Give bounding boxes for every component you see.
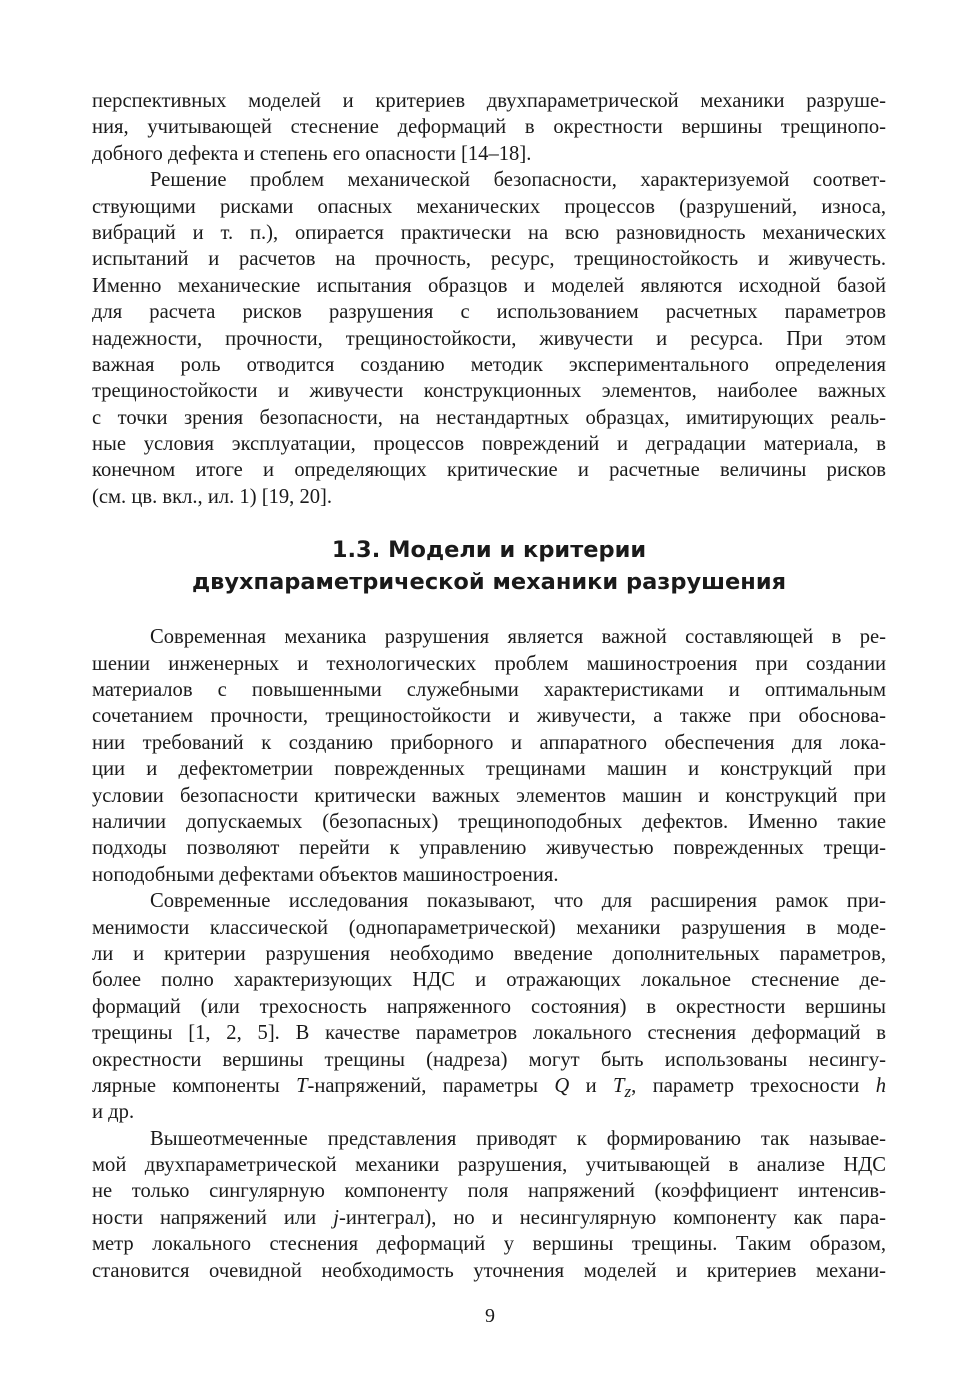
text-line: сочетанием прочности, трещиностойкости и живучести, а также при обоснова- [92, 705, 886, 728]
text-line: становится очевидной необходимость уточнения моделей и критериев механи- [92, 1259, 886, 1282]
text-line: ствующими рисками опасных механических процессов (разрушений, износа, [92, 195, 886, 218]
paragraph [92, 1126, 886, 1284]
text-line: условии безопасности критически важных элементов машин и конструкций при [92, 784, 886, 807]
text-line: окрестности вершины трещины (надреза) могут быть использованы несингу- [92, 1048, 886, 1071]
paragraph [92, 624, 886, 888]
math-subscript-letter: z [624, 1082, 632, 1101]
text-line: не только сингулярную компоненту поля напряжений (коэффициент интенсив- [92, 1180, 886, 1203]
text-line: добного дефекта и степень его опасности [14–18]. [92, 142, 532, 165]
text-line: материалов с повышенными служебными характеристиками и оптимальным [92, 679, 886, 702]
text-line: шении инженерных и технологических проблем машиностроения при создании [92, 652, 886, 675]
text-line: ли и критерии разрушения необходимо введение дополнительных параметров, [92, 942, 886, 965]
math-symbol-j: j [333, 1206, 339, 1229]
text-line: ноподобными дефектами объектов машиностроения. [92, 863, 559, 886]
text-line: наличии допускаемых (безопасных) трещиноподобных дефектов. Именно такие [92, 810, 886, 833]
text-line: мой двухпараметрической механики разрушения, учитывающей в анализе НДС [92, 1154, 886, 1177]
text-fragment: лярные компоненты [92, 1074, 297, 1097]
text-fragment: и [569, 1074, 614, 1097]
paragraph [92, 167, 886, 510]
paragraph [92, 88, 886, 167]
text-line: Решение проблем механической безопасности, характеризуемой соответ- [150, 169, 886, 192]
text-line: подходы позволяют перейти к управлению живучестью поврежденных трещи- [92, 837, 886, 860]
text-fragment: ности напряжений или [92, 1206, 334, 1229]
text-line: трещиностойкости и живучести конструкционных элементов, наиболее важных [92, 380, 886, 403]
page-body [92, 88, 886, 1284]
text-line: формаций (или трехосность напряженного состояния) в окрестности вершины [92, 995, 886, 1018]
text-line: ные условия эксплуатации, процессов повреждений и деградации материала, в [92, 433, 886, 456]
text-line: нии требований к созданию приборного и аппаратного обеспечения для лока- [92, 731, 886, 754]
text-line: более полно характеризующих НДС и отражающих локальное стеснение де- [92, 969, 886, 992]
text-line: Именно механические испытания образцов и моделей являются исходной базой [92, 274, 886, 297]
text-line: с точки зрения безопасности, на нестандартных образцах, имитирующих реаль- [92, 406, 886, 429]
text-line: трещины [1, 2, 5]. В качестве параметров локального стеснения деформаций в [92, 1022, 886, 1045]
text-line: ции и дефектометрии поврежденных трещинами машин и конструкций при [92, 758, 886, 781]
text-line: и др. [92, 1101, 135, 1124]
section-heading [92, 534, 886, 598]
text-line: Современная механика разрушения является важной составляющей в ре- [150, 626, 886, 649]
text-line: конечном итоге и определяющих критические и расчетные величины рисков [92, 459, 886, 482]
text-line: ния, учитывающей стеснение деформаций в окрестности вершины трещинопо- [92, 116, 886, 139]
text-fragment: -напряжений, параметры [307, 1074, 555, 1097]
math-symbol-Q: Q [554, 1074, 570, 1097]
math-symbol-T: T [296, 1074, 308, 1097]
text-line: испытаний и расчетов на прочность, ресурс, трещиностойкость и живучесть. [92, 248, 886, 271]
text-fragment: , параметр трехосности [631, 1074, 876, 1097]
text-line: менимости классической (однопараметрической) механики разрушения в моде- [92, 916, 886, 939]
text-line: важная роль отводится созданию методик экспериментального определения [92, 353, 886, 376]
paragraph [92, 888, 886, 1126]
math-symbol-Tz: T [613, 1074, 625, 1097]
text-line: надежности, прочности, трещиностойкости, живучести и ресурса. При этом [92, 327, 886, 350]
section-heading-line: 1.3. Модели и критерии [331, 537, 647, 564]
text-line: вибраций и т. п.), опирается практически на всю разновидность механических [92, 221, 886, 244]
text-line: перспективных моделей и критериев двухпараметрической механики разруше- [92, 90, 886, 112]
section-heading-line: двухпараметрической механики разрушения [191, 569, 787, 596]
text-line: (см. цв. вкл., ил. 1) [19, 20]. [92, 485, 333, 508]
math-symbol-h: h [875, 1074, 886, 1097]
page-number: 9 [485, 1305, 495, 1327]
text-fragment: -интеграл), но и несингулярную компоненту как пара- [338, 1206, 886, 1229]
text-line-with-math [92, 1205, 886, 1231]
text-line: для расчета рисков разрушения с использованием расчетных параметров [92, 301, 886, 324]
text-line-with-math [92, 1073, 886, 1099]
text-line: Современные исследования показывают, что для расширения рамок при- [150, 890, 886, 913]
text-line: метр локального стеснения деформаций у вершины трещины. Таким образом, [92, 1233, 886, 1256]
text-line: Вышеотмеченные представления приводят к формированию так называе- [150, 1127, 886, 1150]
